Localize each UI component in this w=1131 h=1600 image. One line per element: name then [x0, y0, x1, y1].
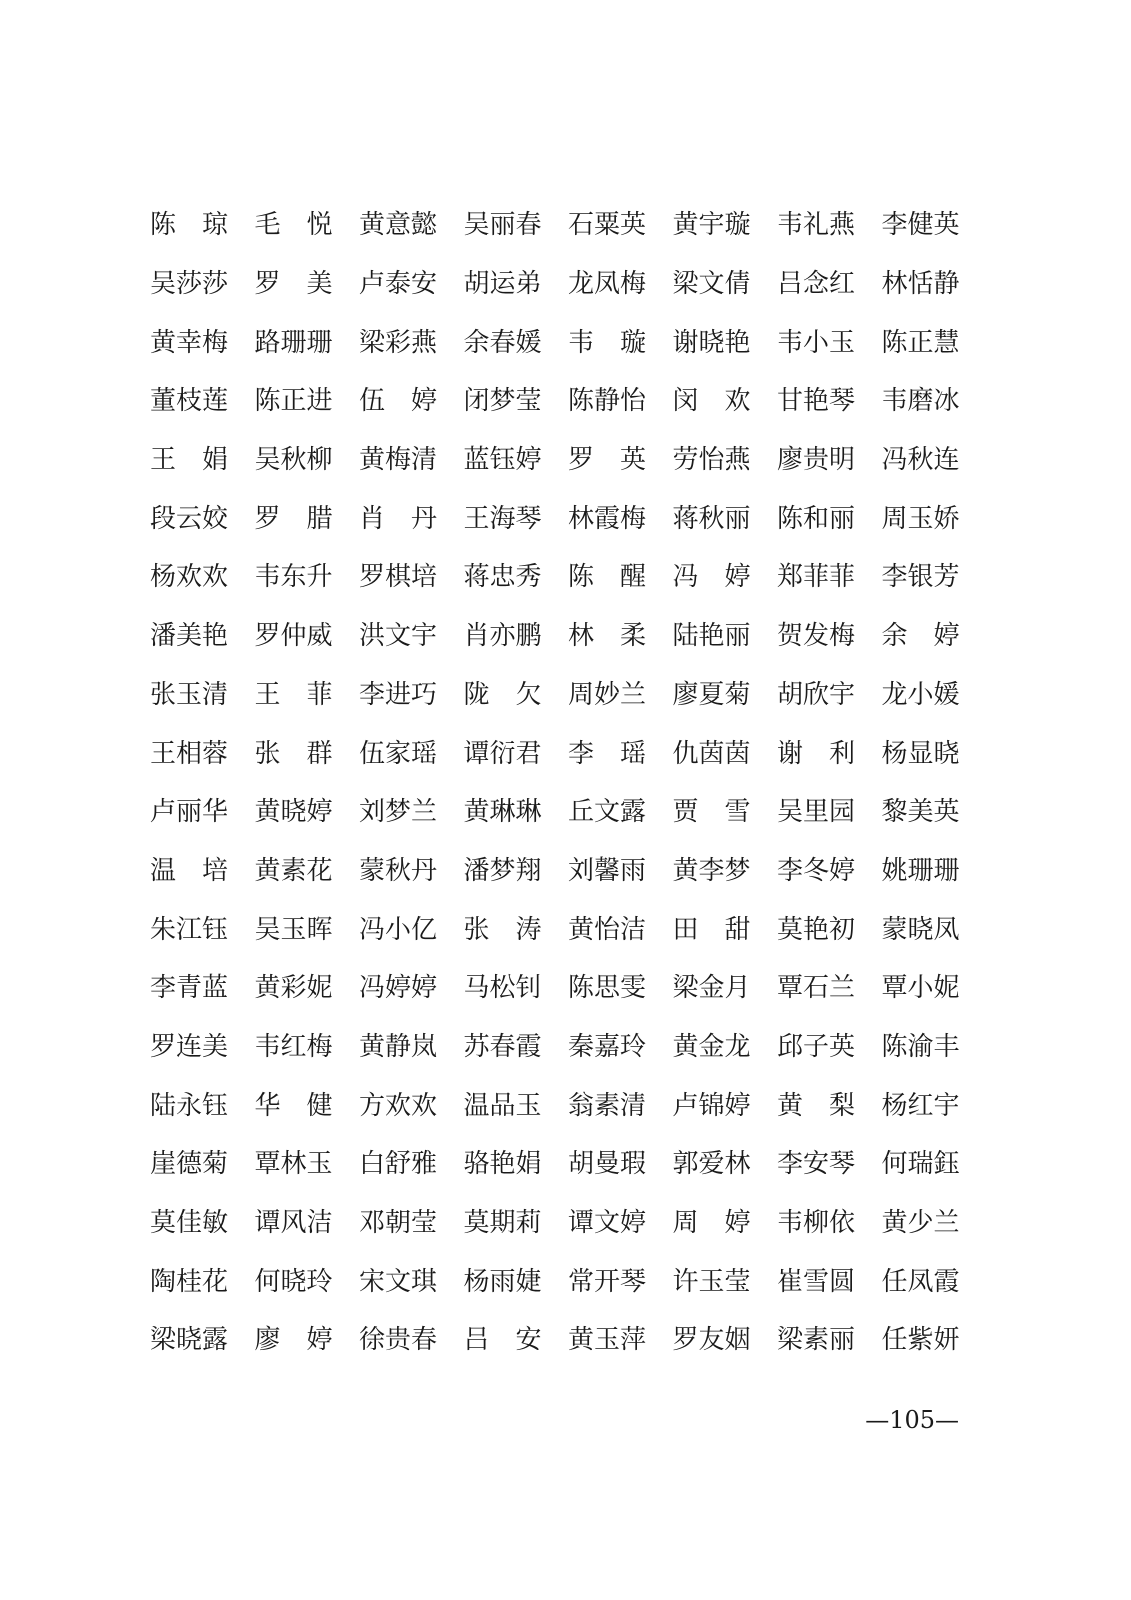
name-entry: 吴丽春 [463, 210, 542, 241]
name-entry: 陇 欠 [463, 679, 542, 710]
name-entry: 温 培 [150, 855, 229, 886]
name-entry: 王相蓉 [150, 738, 229, 769]
name-entry: 肖 丹 [359, 503, 438, 534]
name-entry: 黄彩妮 [254, 973, 333, 1004]
name-entry: 莫佳敏 [150, 1208, 229, 1239]
name-entry: 胡曼瑕 [568, 1149, 647, 1180]
name-entry: 林恬静 [881, 269, 960, 300]
name-entry: 闵 欢 [672, 386, 751, 417]
name-entry: 黄梅清 [359, 445, 438, 476]
name-entry: 王 菲 [254, 679, 333, 710]
name-entry: 吕 安 [463, 1325, 542, 1356]
name-entry: 黎美英 [881, 797, 960, 828]
name-entry: 丘文露 [568, 797, 647, 828]
name-entry: 许玉莹 [672, 1266, 751, 1297]
name-entry: 闭梦莹 [463, 386, 542, 417]
name-entry: 莫期莉 [463, 1208, 542, 1239]
name-entry: 陈渝丰 [881, 1031, 960, 1062]
name-entry: 梁金月 [672, 973, 751, 1004]
name-entry: 田 甜 [672, 914, 751, 945]
name-row [150, 372, 970, 431]
name-entry: 秦嘉玲 [568, 1031, 647, 1062]
name-entry: 邱子英 [777, 1031, 856, 1062]
name-row [150, 255, 970, 314]
name-entry: 龙小媛 [881, 679, 960, 710]
name-entry: 郑菲菲 [777, 562, 856, 593]
name-entry: 韦红梅 [254, 1031, 333, 1062]
name-entry: 段云姣 [150, 503, 229, 534]
name-entry: 黄金龙 [672, 1031, 751, 1062]
name-entry: 韦小玉 [777, 327, 856, 358]
name-entry: 苏春霞 [463, 1031, 542, 1062]
name-entry: 黄意懿 [359, 210, 438, 241]
name-entry: 徐贵春 [359, 1325, 438, 1356]
name-row [150, 313, 970, 372]
name-entry: 罗 英 [568, 445, 647, 476]
name-entry: 蒙秋丹 [359, 855, 438, 886]
name-entry: 陆艳丽 [672, 621, 751, 652]
name-entry: 李青蓝 [150, 973, 229, 1004]
name-entry: 黄素花 [254, 855, 333, 886]
name-entry: 张 涛 [463, 914, 542, 945]
name-entry: 吴里园 [777, 797, 856, 828]
name-entry: 劳怡燕 [672, 445, 751, 476]
name-entry: 罗仲威 [254, 621, 333, 652]
name-entry: 蒋忠秀 [463, 562, 542, 593]
name-row [150, 1076, 970, 1135]
name-entry: 方欢欢 [359, 1090, 438, 1121]
name-entry: 覃林玉 [254, 1149, 333, 1180]
name-entry: 黄怡洁 [568, 914, 647, 945]
name-entry: 李冬婷 [777, 855, 856, 886]
name-entry: 伍 婷 [359, 386, 438, 417]
name-entry: 卢丽华 [150, 797, 229, 828]
name-entry: 潘梦翔 [463, 855, 542, 886]
name-entry: 梁彩燕 [359, 327, 438, 358]
name-entry: 董枝莲 [150, 386, 229, 417]
name-entry: 任紫妍 [881, 1325, 960, 1356]
name-entry: 廖贵明 [777, 445, 856, 476]
name-entry: 谭文婷 [568, 1208, 647, 1239]
name-entry: 吴秋柳 [254, 445, 333, 476]
name-entry: 陈 琼 [150, 210, 229, 241]
name-row [150, 783, 970, 842]
name-entry: 白舒雅 [359, 1149, 438, 1180]
name-entry: 黄晓婷 [254, 797, 333, 828]
name-entry: 覃小妮 [881, 973, 960, 1004]
name-entry: 李银芳 [881, 562, 960, 593]
name-entry: 陆永钰 [150, 1090, 229, 1121]
name-row [150, 607, 970, 666]
name-entry: 梁晓露 [150, 1325, 229, 1356]
name-entry: 陈思雯 [568, 973, 647, 1004]
name-list-grid [150, 196, 970, 1370]
name-entry: 黄宇璇 [672, 210, 751, 241]
name-entry: 罗棋培 [359, 562, 438, 593]
name-row [150, 724, 970, 783]
name-entry: 张 群 [254, 738, 333, 769]
name-entry: 杨红宇 [881, 1090, 960, 1121]
name-entry: 毛 悦 [254, 210, 333, 241]
name-entry: 蓝钰婷 [463, 445, 542, 476]
name-row [150, 1018, 970, 1077]
name-entry: 覃石兰 [777, 973, 856, 1004]
name-entry: 冯 婷 [672, 562, 751, 593]
name-entry: 吴莎莎 [150, 269, 229, 300]
name-entry: 王 娟 [150, 445, 229, 476]
name-entry: 吕念红 [777, 269, 856, 300]
name-entry: 任凤霞 [881, 1266, 960, 1297]
name-entry: 郭爱林 [672, 1149, 751, 1180]
name-entry: 谢 利 [777, 738, 856, 769]
name-entry: 余春媛 [463, 327, 542, 358]
name-entry: 黄李梦 [672, 855, 751, 886]
name-entry: 翁素清 [568, 1090, 647, 1121]
name-entry: 罗 腊 [254, 503, 333, 534]
name-entry: 冯小亿 [359, 914, 438, 945]
name-entry: 路珊珊 [254, 327, 333, 358]
name-entry: 罗友姻 [672, 1325, 751, 1356]
name-entry: 伍家瑶 [359, 738, 438, 769]
name-entry: 蒙晓凤 [881, 914, 960, 945]
name-entry: 刘梦兰 [359, 797, 438, 828]
name-entry: 仇茵茵 [672, 738, 751, 769]
name-row [150, 1194, 970, 1253]
name-entry: 崖德菊 [150, 1149, 229, 1180]
name-entry: 韦东升 [254, 562, 333, 593]
name-entry: 周 婷 [672, 1208, 751, 1239]
name-entry: 罗连美 [150, 1031, 229, 1062]
name-entry: 卢泰安 [359, 269, 438, 300]
name-entry: 吴玉晖 [254, 914, 333, 945]
name-entry: 王海琴 [463, 503, 542, 534]
name-row [150, 489, 970, 548]
name-entry: 冯婷婷 [359, 973, 438, 1004]
name-entry: 韦磨冰 [881, 386, 960, 417]
name-entry: 杨显晓 [881, 738, 960, 769]
name-row [150, 548, 970, 607]
name-entry: 韦 璇 [568, 327, 647, 358]
name-row [150, 1252, 970, 1311]
name-entry: 贾 雪 [672, 797, 751, 828]
name-entry: 李健英 [881, 210, 960, 241]
name-row [150, 1311, 970, 1370]
name-row [150, 842, 970, 901]
name-entry: 贺发梅 [777, 621, 856, 652]
name-entry: 韦柳依 [777, 1208, 856, 1239]
name-entry: 姚珊珊 [881, 855, 960, 886]
name-row [150, 1135, 970, 1194]
name-entry: 何瑞鈺 [881, 1149, 960, 1180]
name-entry: 张玉清 [150, 679, 229, 710]
name-row [150, 959, 970, 1018]
name-entry: 马松钊 [463, 973, 542, 1004]
name-entry: 常开琴 [568, 1266, 647, 1297]
name-entry: 李 瑶 [568, 738, 647, 769]
name-row [150, 900, 970, 959]
name-entry: 邓朝莹 [359, 1208, 438, 1239]
name-row [150, 196, 970, 255]
name-entry: 洪文宇 [359, 621, 438, 652]
name-entry: 胡欣宇 [777, 679, 856, 710]
name-entry: 梁素丽 [777, 1325, 856, 1356]
name-entry: 莫艳初 [777, 914, 856, 945]
page-number: —105— [865, 1406, 959, 1434]
name-entry: 肖亦鹏 [463, 621, 542, 652]
name-entry: 胡运弟 [463, 269, 542, 300]
name-entry: 骆艳娟 [463, 1149, 542, 1180]
name-entry: 陈 醒 [568, 562, 647, 593]
name-entry: 冯秋连 [881, 445, 960, 476]
name-row [150, 666, 970, 725]
name-entry: 韦礼燕 [777, 210, 856, 241]
name-entry: 廖夏菊 [672, 679, 751, 710]
name-entry: 李进巧 [359, 679, 438, 710]
name-entry: 蒋秋丽 [672, 503, 751, 534]
name-entry: 宋文琪 [359, 1266, 438, 1297]
name-entry: 陈正慧 [881, 327, 960, 358]
name-entry: 朱江钰 [150, 914, 229, 945]
name-entry: 黄琳琳 [463, 797, 542, 828]
name-entry: 谭衍君 [463, 738, 542, 769]
name-entry: 黄玉萍 [568, 1325, 647, 1356]
name-entry: 华 健 [254, 1090, 333, 1121]
name-row [150, 431, 970, 490]
name-entry: 杨雨婕 [463, 1266, 542, 1297]
name-entry: 温品玉 [463, 1090, 542, 1121]
name-entry: 陈正进 [254, 386, 333, 417]
name-entry: 陈和丽 [777, 503, 856, 534]
name-entry: 罗 美 [254, 269, 333, 300]
name-entry: 何晓玲 [254, 1266, 333, 1297]
name-entry: 杨欢欢 [150, 562, 229, 593]
name-entry: 谭风洁 [254, 1208, 333, 1239]
name-entry: 梁文倩 [672, 269, 751, 300]
name-entry: 黄少兰 [881, 1208, 960, 1239]
name-entry: 龙凤梅 [568, 269, 647, 300]
name-entry: 李安琴 [777, 1149, 856, 1180]
name-entry: 周妙兰 [568, 679, 647, 710]
name-entry: 林 柔 [568, 621, 647, 652]
name-entry: 陶桂花 [150, 1266, 229, 1297]
name-entry: 石粟英 [568, 210, 647, 241]
name-entry: 谢晓艳 [672, 327, 751, 358]
name-entry: 崔雪圆 [777, 1266, 856, 1297]
name-entry: 黄幸梅 [150, 327, 229, 358]
name-entry: 卢锦婷 [672, 1090, 751, 1121]
name-entry: 廖 婷 [254, 1325, 333, 1356]
name-entry: 余 婷 [881, 621, 960, 652]
name-entry: 林霞梅 [568, 503, 647, 534]
name-entry: 刘馨雨 [568, 855, 647, 886]
name-entry: 周玉娇 [881, 503, 960, 534]
name-entry: 潘美艳 [150, 621, 229, 652]
name-entry: 黄 梨 [777, 1090, 856, 1121]
name-entry: 陈静怡 [568, 386, 647, 417]
name-entry: 甘艳琴 [777, 386, 856, 417]
name-entry: 黄静岚 [359, 1031, 438, 1062]
